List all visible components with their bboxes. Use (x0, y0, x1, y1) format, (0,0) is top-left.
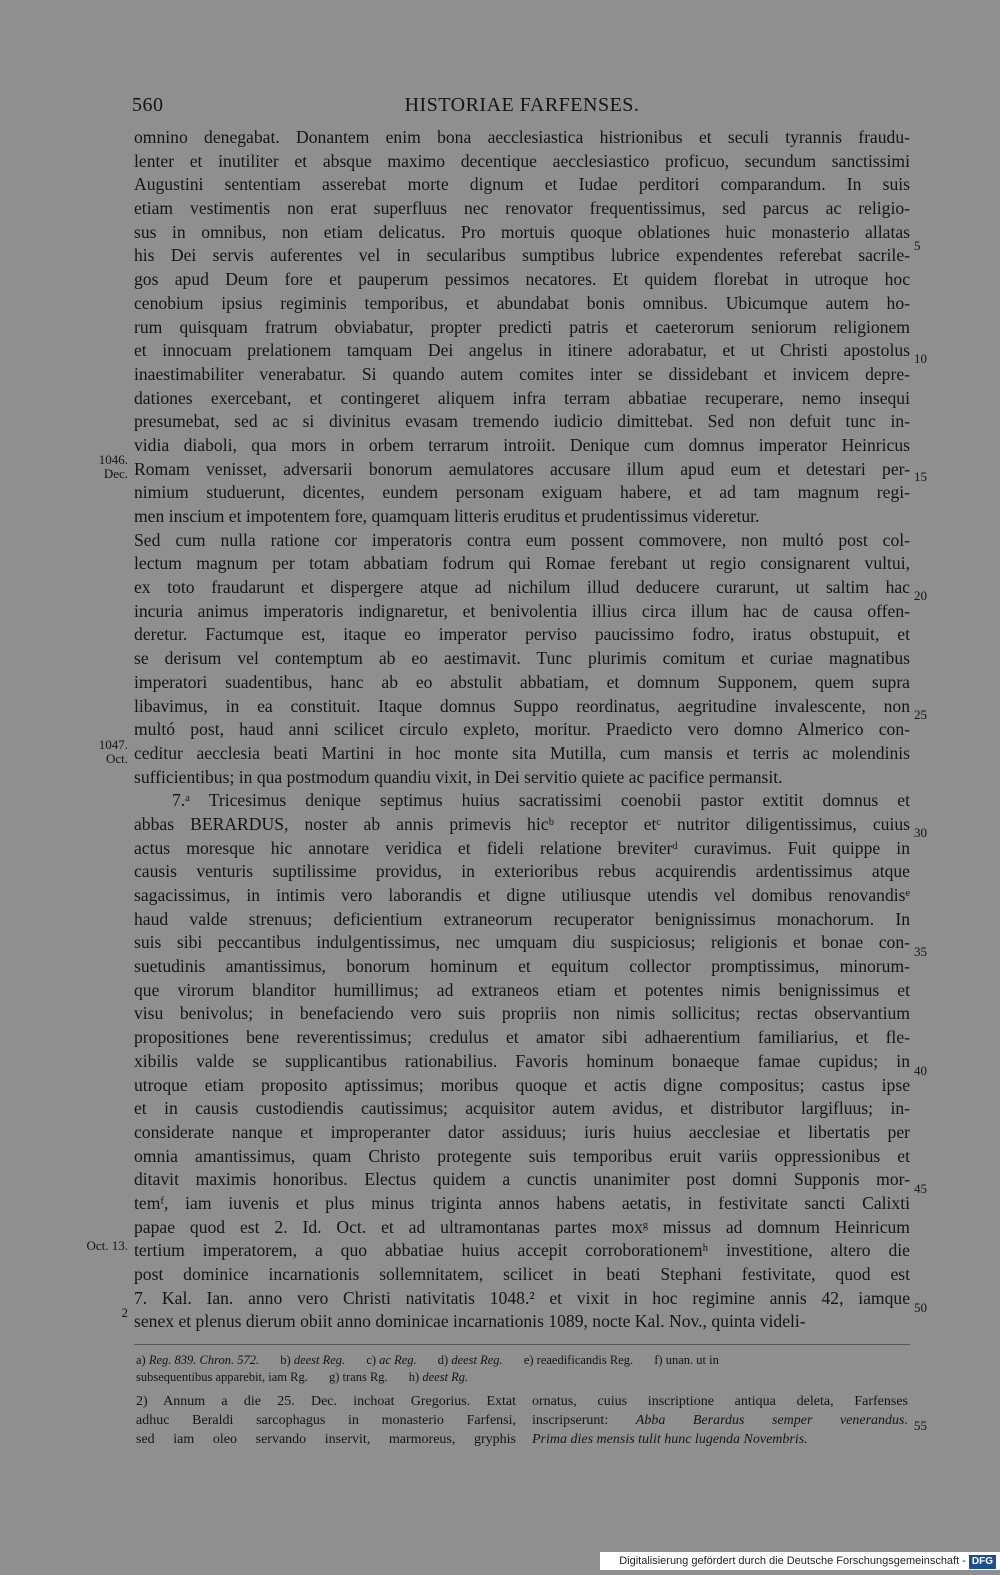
text-line: imperatori suadentibus, hanc ab eo abstulit abbatiam, et domnum Supponem, quem supra (134, 671, 910, 692)
line-number: 25 (914, 707, 927, 722)
text-line: men inscium et impotentem fore, quamquam litteris eruditus et prudentissimus videretur. (134, 506, 760, 526)
line-number: 35 (914, 944, 927, 959)
text-line: vidia diaboli, qua mors in orbem terrarum introiit. Denique cum domnus imperator Heinricus (134, 434, 910, 455)
line-number: 5 (914, 238, 921, 253)
text-line: abbas BERARDUS, noster ab annis primevis hicᵇ receptor etᶜ nutritor diligentissimus, cuius (134, 813, 910, 834)
credit-text: Digitalisierung gefördert durch die Deutsche Forschungsgemeinschaft - (619, 1555, 966, 1567)
dfg-logo: DFG (969, 1555, 996, 1569)
footnote-label: b) (280, 1353, 291, 1367)
text-line: tertium imperatorem, a quo abbatiae huius accepit corroborationemʰ investitione, altero die (134, 1240, 910, 1261)
text-line: et innocuam prelationem tamquam Dei angelus in itinere adorabatur, et ut Christi apostolus (134, 340, 910, 361)
text-line: sufficientibus; in qua postmodum quandiu vixit, in Dei servitio quiete ac pacifice permansit. (134, 766, 783, 787)
footnote-text: Reg. 839. Chron. 572. (148, 1353, 260, 1367)
text-line: considerate nanque et improperanter dator assiduus; iuris huius aecclesiae et libertatis per (134, 1121, 910, 1142)
footnote-label: e) (523, 1353, 534, 1367)
footnote-label: g) (328, 1370, 340, 1384)
footnote-2-left-column (136, 1392, 516, 1449)
text-line: omnia amantissimus, quam Christo protegente suis temporibus eruit variis oppressionibus et (134, 1145, 910, 1166)
footnote-label: d) (437, 1353, 449, 1367)
text-line: omnino denegabat. Donantem enim bona aecclesiastica histrionibus et seculi tyrannis fraudu- (134, 127, 910, 147)
critical-apparatus (136, 1352, 908, 1386)
footnote-text: trans Rg. (342, 1370, 388, 1384)
text-line: causis venturis suptilissime providus, in exterioribus rebus acquirendis ardentissimus atque (134, 861, 910, 882)
margin-date-year: 1046. (98, 452, 128, 467)
footnote-label: c) (366, 1353, 377, 1367)
footnote-text: reaedificandis Reg. (536, 1353, 634, 1367)
text-line: cenobium ipsius regiminis temporibus, et abundabat bonis omnibus. Ubicumque autem ho- (134, 292, 910, 313)
line-number: 15 (914, 469, 927, 484)
footnote-label: f) (654, 1353, 663, 1367)
margin-date-month: Oct. (105, 751, 128, 766)
inscription-text: Abba Berardus semper venerandus. (635, 1413, 908, 1428)
digitization-credit (600, 1552, 1000, 1570)
main-text (134, 126, 910, 1334)
text-line: senex et plenus dierum obiit anno dominicae incarnationis 1089, nocte Kal. Nov., quinta videli- (134, 1311, 806, 1332)
text-line: ex toto fraudarunt et dispergere atque ad nichilum illud deducere curarunt, ut saltim hac (134, 577, 910, 598)
footnote-line (532, 1411, 908, 1430)
text-line: suetudinis amantissimus, bonorum hominum et equitum collector promptissimus, minorum- (134, 956, 910, 977)
text-line: dationes exercebant, et contingeret aliquem infra terram abbatiae recuperare, nemo insequi (134, 387, 910, 408)
footnote-line: 2) Annum a die 25. Dec. inchoat Gregorius. Extat (136, 1394, 516, 1409)
line-number: 50 (914, 1300, 927, 1315)
footnote-label: a) (136, 1353, 146, 1367)
footnote-rule (134, 1344, 910, 1345)
page-number: 560 (132, 94, 164, 116)
text-line: sagacissimus, in intimis vero laborandis et digne utiliusque utendis vel domibus renovandisᵉ (134, 885, 910, 905)
text-line: xibilis valde se supplicantibus rationabilius. Favoris hominum bonaeque famae cupidus; in (134, 1050, 910, 1071)
footnote-text: deest Reg. (451, 1353, 503, 1367)
text-line: Sed cum nulla ratione cor imperatoris contra eum possent commovere, non multó post col- (134, 529, 910, 550)
line-number: 45 (914, 1181, 927, 1196)
margin-date: Oct. 13. (86, 1238, 128, 1253)
text-line: suis sibi peccantibus indulgentissimus, nec umquam diu suspiciosus; religionis et bonae con- (134, 932, 910, 953)
text-line: 7. Kal. Ian. anno vero Christi nativitatis 1048.² et vixit in hoc regimine annis 42, iamque (134, 1287, 910, 1308)
footnote-text: ac Reg. (379, 1353, 417, 1367)
text-line: post dominice incarnationis sollemnitatem, scilicet in beati Stephani festivitate, quod est (134, 1264, 910, 1284)
text-line: utroque etiam proposito aptissimus; moribus quoque et actis digne compositus; castus ipse (134, 1074, 910, 1095)
line-number: 55 (914, 1418, 927, 1433)
text-line: presumebat, sed ac si divinitus evasam tremendo iudicio dimittebat. Sed non defuit tunc in- (134, 411, 910, 432)
text-line: inaestimabiliter venerabatur. Si quando autem comites inter se dissidebant et invicem depre- (134, 363, 910, 384)
text-line: ditavit maximis honoribus. Electus quidem a cunctis unanimiter post domni Supponis mor- (134, 1169, 910, 1190)
footnote-text: unan. ut in (665, 1353, 719, 1367)
margin-date-month: Dec. (103, 466, 128, 481)
text-line: ceditur aecclesia beati Martini in hoc monte sita Mutilla, cum mansis et terris ac molendinis (134, 742, 910, 763)
text-line: rum quisquam fratrum obviabatur, propter predicti patris et caeterorum seniorum religionem (134, 316, 910, 337)
line-number: 30 (914, 825, 927, 840)
footnote-text: deest Rg. (422, 1370, 469, 1384)
text-line: actus moresque hic annotare veridica et fideli relatione breviterᵈ curavimus. Fuit quippe in (134, 837, 910, 858)
page-header (132, 94, 912, 122)
text-line: que virorum blanditor humillimus; ad extraneos etiam et potentes nimis benignissimus et (134, 979, 910, 1000)
text-line: incuria animus imperatoris indignaretur, et benivolentia illius circa illum hac de causa offen- (134, 600, 910, 621)
footnote-line: adhuc Beraldi sarcophagus in monasterio Farfensi, (136, 1413, 516, 1428)
text-line: gos apud Deum fore et pauperum pessimos necatores. Et quidem florebat in utroque hoc (134, 269, 910, 290)
footnote-line: sed iam oleo servando inservit, marmoreus, gryphis (136, 1432, 516, 1447)
footnote-label: h) (408, 1370, 420, 1384)
text-line: etiam vestimentis non erat superfluus nec renovator frequentissimus, sed parcus ac religio- (134, 198, 910, 219)
text-line: visu benivolus; in benefaciendo vero suis propriis non nimis sollicitus; rectas observantium (134, 1003, 910, 1024)
text-line: libavimus, in ea constituit. Itaque domnus Suppo reordinatus, aegritudine invalescente, non (134, 695, 910, 716)
margin-footnote-ref: 2 (121, 1305, 128, 1320)
text-line: temᶠ, iam iuvenis et plus minus triginta annos habens aetatis, in festivitate sancti Calixti (134, 1192, 910, 1213)
text-line: papae quod est 2. Id. Oct. et ad ultramontanas partes moxᵍ missus ad domnum Heinricum (134, 1216, 910, 1237)
text-line: se derisum vel contemptum ab eo aestimavit. Tunc plurimis comitum et curiae magnatibus (134, 648, 910, 669)
margin-date-year: 1047. (98, 737, 128, 752)
footnote-text: deest Reg. (293, 1353, 346, 1367)
text-line: Augustini sententiam asserebat morte dignum et Iudae perditori comparandum. In suis (134, 174, 910, 195)
line-number: 40 (914, 1063, 927, 1078)
text-line: haud valde strenuus; deficientium extraneorum recuperator benignissimus monachorum. In (134, 908, 910, 929)
inscription-line: Prima dies mensis tulit hunc lugenda Novembris. (532, 1432, 808, 1447)
text-line: propositiones bene reverentissimus; credulus et amator sibi adhaerentium familiarius, et fle- (134, 1027, 910, 1048)
text-line: lenter et inutiliter et absque maximo decentique aecclesiastico proficuo, secundum sanctissimi (134, 150, 910, 171)
text-line: sus in omnibus, non etiam delicatus. Pro mortuis quoque oblationes huic monasterio allatas (134, 221, 910, 242)
footnote-2-right-column (532, 1392, 908, 1449)
text-line: et in causis custodiendis cautissimus; acquisitor autem avidus, et distributor largifluus; in- (134, 1098, 910, 1119)
text-line: multó post, haud anni scilicet circulo expleto, moritur. Praedicto vero domno Almerico con- (134, 719, 910, 740)
footnote-text: subsequentibus apparebit, iam Rg. (136, 1370, 308, 1384)
footnote-text: inscripserunt: (532, 1413, 609, 1428)
footnote-line: ornatus, cuius inscriptione antiqua deleta, Farfenses (532, 1394, 908, 1409)
line-number: 20 (914, 588, 927, 603)
line-number: 10 (914, 351, 927, 366)
text-line: deretur. Factumque est, itaque eo imperator perviso paucissimo fodro, iratus obstupuit, et (134, 624, 910, 645)
text-line: nimium studuerunt, dicentes, eundem personam exiguam habere, et ad tam magnum regi- (134, 482, 910, 503)
running-title: HISTORIAE FARFENSES. (404, 94, 640, 116)
text-line: his Dei servis auferentes vel in secularibus sumptibus lubrice expendentes referebat sacrile- (134, 245, 910, 266)
text-line: 7.ᵃ Tricesimus denique septimus huius sacratissimi coenobii pastor extitit domnus et (172, 790, 910, 811)
text-line: lectum magnum per totam abbatiam fodrum qui Romae ferebant ut regio consignarent vultui, (134, 553, 910, 574)
text-line: Romam venisset, adversarii bonorum aemulatores accusare illum apud eum et detestari per- (134, 458, 910, 479)
